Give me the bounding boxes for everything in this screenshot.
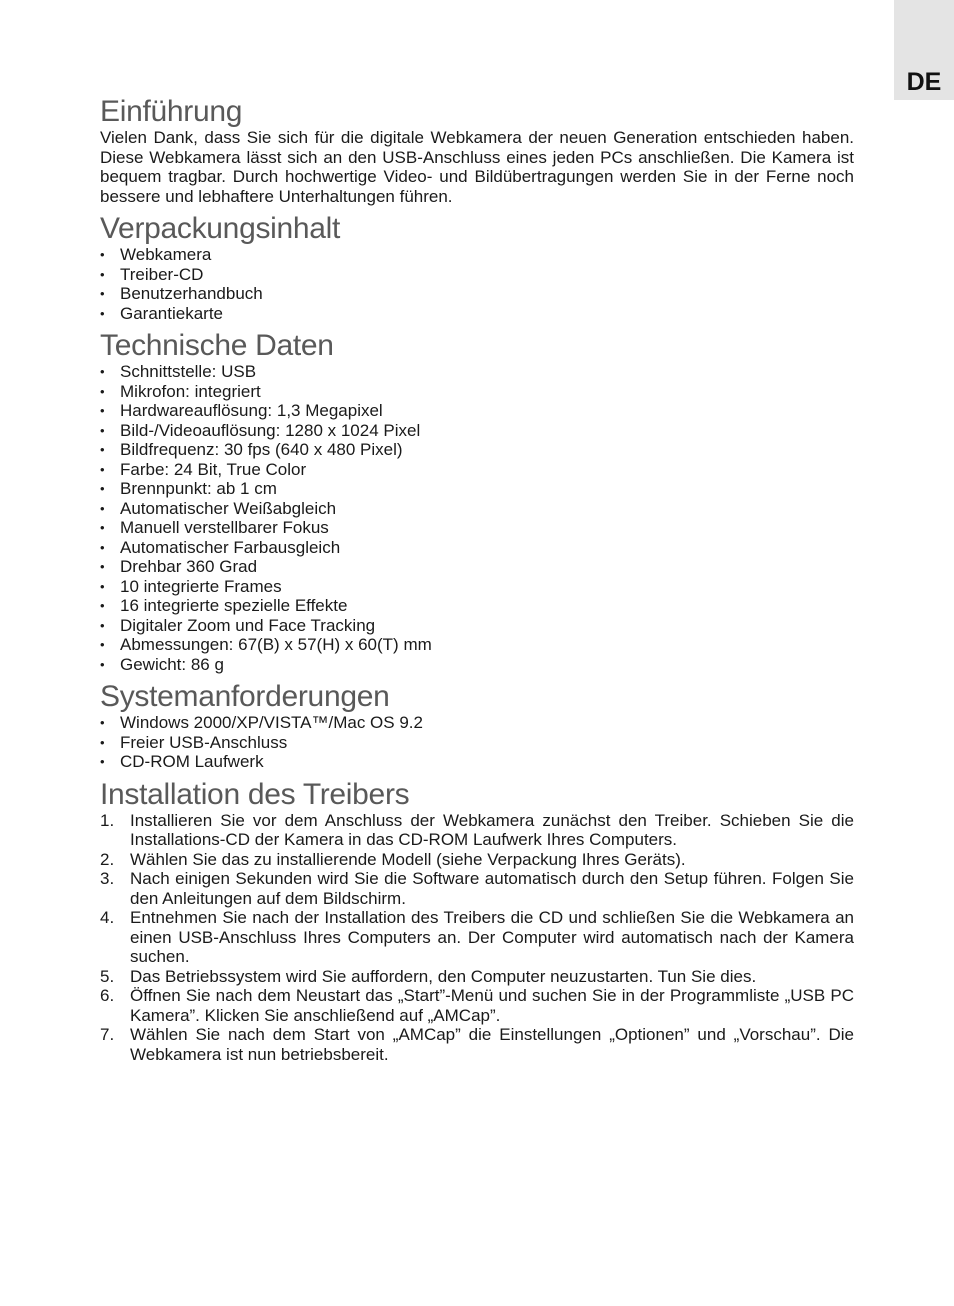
list-item: • Treiber-CD [100,265,854,285]
list-item: • Schnittstelle: USB [100,362,854,382]
installation-step [100,986,854,1025]
system-requirements-heading: Systemanforderungen [100,680,390,713]
step-text: Entnehmen Sie nach der Installation des Treibers die CD und schließen Sie die Webkamera an einen USB-Anschluss Ihres Computers an. Der Computer wird automatisch nach der Kamera suchen. [130,908,854,966]
step-text: Wählen Sie das zu installierende Modell (siehe Verpackung Ihres Geräts). [130,849,686,869]
step-text: Installieren Sie vor dem Anschluss der Webkamera zunächst den Treiber. Schieben Sie die Installations-CD der Kamera in das CD-ROM Laufwerk Ihres Computers. [130,810,854,849]
package-contents-heading: Verpackungsinhalt [100,212,341,245]
list-item: • Brennpunkt: ab 1 cm [100,479,854,499]
list-item: • Manuell verstellbarer Fokus [100,518,854,538]
driver-installation-heading: Installation des Treibers [100,777,410,811]
step-number: 7. [100,1025,115,1044]
list-item: • Automatischer Weißabgleich [100,499,854,519]
list-item: • Windows 2000/XP/VISTA™/Mac OS 9.2 [100,713,854,733]
section-package-contents [100,213,854,323]
step-text: Nach einigen Sekunden wird Sie die Software automatisch durch den Setup führen. Folgen Sie den Anleitungen auf dem Bildschirm. [130,869,854,908]
introduction-heading: Einführung [100,95,243,128]
step-number: 1. [100,810,115,830]
technical-data-list [100,362,854,674]
system-requirements-list [100,713,854,772]
list-item: • Benutzerhandbuch [100,284,854,304]
list-item: • Garantiekarte [100,304,854,324]
technical-data-heading: Technische Daten [100,329,334,362]
installation-step [100,908,854,967]
step-number: 6. [100,986,115,1005]
list-item: • Gewicht: 86 g [100,655,854,675]
installation-step [100,850,854,870]
list-item: • Bild-/Videoauflösung: 1280 x 1024 Pixel [100,421,854,441]
section-system-requirements [100,681,854,772]
step-text: Wählen Sie nach dem Start von „AMCap” die Einstellungen „Optionen” und „Vorschau”. Die Webkamera ist nun betriebsbereit. [130,1025,854,1064]
section-technical-data [100,330,854,674]
list-item: • Hardwareauflösung: 1,3 Megapixel [100,401,854,421]
list-item: • Digitaler Zoom und Face Tracking [100,616,854,636]
section-introduction [100,96,854,206]
package-contents-list [100,245,854,323]
list-item: • Webkamera [100,245,854,265]
list-item: • Automatischer Farbausgleich [100,538,854,558]
step-number: 2. [100,849,115,869]
installation-step [100,967,854,987]
section-driver-installation [100,779,854,1065]
list-item: • Freier USB-Anschluss [100,733,854,753]
list-item: • Farbe: 24 Bit, True Color [100,460,854,480]
step-text: Öffnen Sie nach dem Neustart das „Start”-Menü und suchen Sie in der Programmliste „USB PC Kamera”. Klicken Sie anschließend auf „AMCap”. [130,986,854,1025]
list-item: • Abmessungen: 67(B) x 57(H) x 60(T) mm [100,635,854,655]
list-item: • Bildfrequenz: 30 fps (640 x 480 Pixel) [100,440,854,460]
installation-step [100,811,854,850]
list-item: • Drehbar 360 Grad [100,557,854,577]
list-item: • CD-ROM Laufwerk [100,752,854,772]
manual-page-content [100,96,854,1071]
list-item: • 16 integrierte spezielle Effekte [100,596,854,616]
step-text: Das Betriebssystem wird Sie auffordern, den Computer neuzustarten. Tun Sie dies. [130,966,757,986]
step-number: 3. [100,869,115,888]
introduction-text: Vielen Dank, dass Sie sich für die digitale Webkamera der neuen Generation entschieden haben. Diese Webkamera lässt sich an den USB-Anschluss eines jeden PCs anschließen. Die Kamera ist bequem tragbar. Durch hochwertige Video- und Bildübertragungen werden Sie in der Ferne noch bessere und lebhaftere Unterhaltungen führen. [100,128,854,206]
step-number: 4. [100,908,115,927]
installation-step [100,869,854,908]
language-tab: DE [894,0,954,100]
step-number: 5. [100,966,115,986]
list-item: • Mikrofon: integriert [100,382,854,402]
list-item: • 10 integrierte Frames [100,577,854,597]
installation-step [100,1025,854,1064]
installation-steps-list [100,811,854,1065]
